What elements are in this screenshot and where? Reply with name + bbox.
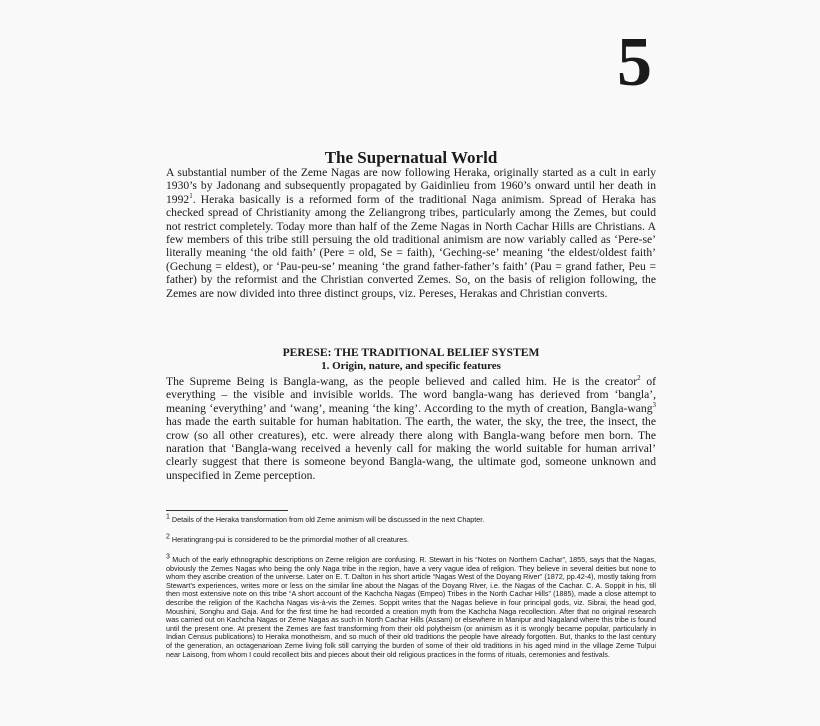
intro-paragraph [166,166,656,300]
origin-text-c: has made the earth suitable for human habitation. The earth, the water, the sky, the tree, the insect, the crow (so all other creatures), etc. were already there along with Bangla-wang before men born. The naration that ‘Bangla-wang received a hevenly call for making the world suitable for human arrival’ clearly suggest that there is someone beyond Bangla-wang, the ultimate god, someone unknown and unspecified in Zeme perception. [166,415,656,482]
chapter-title: The Supernatual World [324,148,498,167]
footnote-number: 1 [166,513,170,521]
footnote-number: 3 [166,553,170,561]
origin-text-b: of everything – the visible and invisible worlds. The word bangla-wang has derieved from ‘bangla’, meaning ‘everything’ and ‘wang’, meaning ‘the king’. According to the myth of creation, Bangla-wang [166,375,656,415]
chapter-number: 5 [617,24,652,101]
origin-paragraph [166,375,656,482]
intro-text-a: A substantial number of the Zeme Nagas are now following Heraka, originally started as a cult in early 1930’s by Jadonang and subsequently propagated by Gaidinlieu from 1960’s onward until her death in 1992 [166,166,656,206]
footnote-ref-3[interactable]: 3 [652,400,656,409]
subsection-heading: 1. Origin, nature, and specific features [321,360,501,372]
footnote-2 [166,533,656,545]
footnote-number: 2 [166,533,170,541]
intro-text-b: . Heraka basically is a reformed form of the traditional Naga animism. Spread of Heraka has checked spread of Christianity among the Zeliangrong tribes, particularly among the Zemes, but could not restrict completely. Today more than half of the Zeme Nagas in North Cachar Hills are Christians. A few members of this tribe still persuing the old traditional animism are now variably called as ‘Pere-se’ literally meaning ‘the old faith’ (Pere = old, Se = faith), ‘Geching-se’ meaning ‘the eldest/oldest faith’ (Gechung = eldest), or ‘Pau-peu-se’ meaning ‘the grand father-father’s faith’ (Pau = grand father, Peu = father) by the reformist and the Christian converted Zemes. So, on the basis of religion following, the Zemes are now divided into three distinct groups, viz. Pereses, Herakas and Christian converts. [166,192,656,300]
origin-text-a: The Supreme Being is Bangla-wang, as the people believed and called him. He is the creator [166,375,638,388]
section-heading: PERESE: THE TRADITIONAL BELIEF SYSTEM [282,346,540,359]
footnote-text: Much of the early ethnographic descriptions on Zeme religion are confusing. R. Stewart in his “Notes on Northern Cachar”, 1855, says that the Nagas, obviously the Zemes Nagas who being the only Naga tribe in the region, have a very vague idea of religion. They believe in several deities but none to whom they ascribe creation of the universe. Later on E. T. Dalton in his short article “Nagas West of the Doyang River” (1872, pp.42-4), mostly taking from Stewart’s experiences, writes more or less on the similar line about the Nagas of the Doyang River, i.e. the Nagas of the Cachar. C. A. Soppit in his, till then most extensive note on this tribe “A short account of the Kachcha Nagas (Empeo) Tribes in the North Cachar Hills” (1885), made a close attempt to describe the religion of the Kachcha Nagas vis-à-vis the Zemes. Soppit writes that the Nagas believe in four principal gods, viz. Sibrai, the head god, Moushini, Songhu and Gaja. And for the first time he had recorded a creation myth from the Kachcha Naga recollection. After that no original research was carried out on Kachcha Nagas or Zeme Nagas as such in North Cachar Hills (Assam) or elsewhere in Manipur and Nagaland where this tribe is found until the present one. At present the Zemes are fast transforming from their old polytheism (or animism as it is wrongly became popular, particularly in Indian Census publications) to Heraka monotheism, and so much of their old traditions the people have already forgotten. But, thanks to the last century of the generation, an octagenarioan Zeme living folk still carrying the burden of some of their old traditions in his aged mind in the village Zeme Tulpui near Laisong, from whom I could recollect bits and pieces about their old religious practices in the forms of rituals, ceremonies and festivals. [166,555,656,659]
footnote-ref-2[interactable]: 2 [637,374,641,383]
footnote-3 [166,553,656,659]
footnote-ref-1[interactable]: 1 [189,191,193,200]
footnote-text: Details of the Heraka transformation from old Zeme animism will be discussed in the next Chapter. [169,515,485,524]
footnote-text: Heratingrang-pui is considered to be the primordial mother of all creatures. [169,535,409,544]
footnote-divider [166,510,288,511]
footnote-1 [166,513,656,525]
